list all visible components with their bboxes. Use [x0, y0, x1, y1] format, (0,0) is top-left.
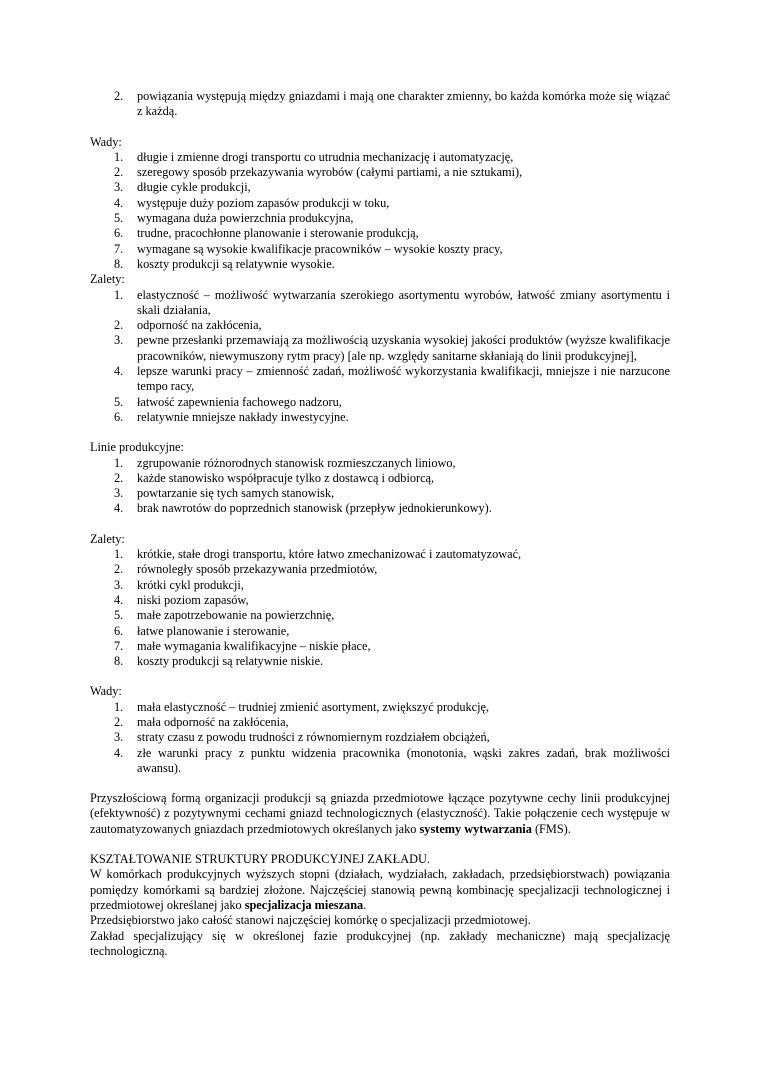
list-item	[90, 288, 670, 319]
list-item	[90, 715, 670, 730]
list-number: 3.	[114, 180, 124, 195]
list-text: krótki cykl produkcji,	[137, 577, 244, 592]
list-item	[90, 501, 670, 516]
list-number: 3.	[114, 333, 124, 348]
list-text: relatywnie mniejsze nakłady inwestycyjne.	[137, 409, 349, 424]
list-text: koszty produkcji są relatywnie niskie.	[137, 654, 324, 669]
list-text: mała odporność na zakłócenia,	[137, 714, 289, 729]
list-number: 4.	[114, 501, 124, 516]
list-number: 1.	[114, 455, 124, 470]
list-number: 8.	[114, 654, 124, 669]
list-text: złe warunki pracy z punktu widzenia pracownika (monotonia, wąski zakres zadań, brak możliwości awansu).	[137, 745, 670, 775]
list-number: 3.	[114, 486, 124, 501]
list-number: 2.	[114, 470, 124, 485]
list-text: wymagana duża powierzchnia produkcyjna,	[137, 211, 354, 226]
list-number: 2.	[114, 318, 124, 333]
zalety-1-heading: Zalety:	[90, 272, 125, 287]
list-item	[90, 624, 670, 639]
list-text: powtarzanie się tych samych stanowisk,	[137, 486, 335, 501]
list-number: 3.	[114, 730, 124, 745]
paragraph-text: (FMS).	[531, 821, 571, 836]
list-number: 2.	[114, 714, 124, 729]
list-item	[90, 226, 670, 241]
list-text: odporność na zakłócenia,	[137, 318, 262, 333]
list-item	[90, 242, 670, 257]
list-number: 1.	[114, 547, 124, 562]
zalety-1-list	[90, 288, 670, 426]
list-number: 2.	[114, 89, 124, 103]
list-text: pewne przesłanki przemawiają za możliwością uzyskania wysokiej jakości produktów (wyższe kwalifikacje pracowników, niewymuszony rytm pracy) [ale np. względy sanitarne skłaniają do linii produkcyjnej],	[137, 333, 670, 363]
intro-list	[90, 89, 670, 120]
list-number: 2.	[114, 165, 124, 180]
wady-2-heading: Wady:	[90, 684, 122, 699]
list-item	[90, 333, 670, 364]
list-number: 6.	[114, 623, 124, 638]
list-text: koszty produkcji są relatywnie wysokie.	[137, 256, 335, 271]
list-item	[90, 211, 670, 226]
bold-term: specjalizacja mieszana	[244, 897, 364, 912]
list-item	[90, 608, 670, 623]
list-text: łatwość zapewnienia fachowego nadzoru,	[137, 394, 342, 409]
list-text: małe wymagania kwalifikacyjne – niskie płace,	[137, 638, 371, 653]
list-item	[90, 578, 670, 593]
list-item	[90, 257, 670, 272]
list-text: występuje duży poziom zapasów produkcji w toku,	[137, 195, 390, 210]
list-number: 5.	[114, 211, 124, 226]
list-number: 1.	[114, 699, 124, 714]
list-text: trudne, pracochłonne planowanie i sterowanie produkcją,	[137, 226, 419, 241]
document-page	[90, 89, 670, 959]
list-text: wymagane są wysokie kwalifikacje pracowników – wysokie koszty pracy,	[137, 241, 503, 256]
list-text: równoległy sposób przekazywania przedmiotów,	[137, 562, 378, 577]
list-number: 5.	[114, 608, 124, 623]
list-text: szeregowy sposób przekazywania wyrobów (całymi partiami, a nie sztukami),	[137, 165, 523, 180]
list-number: 6.	[114, 226, 124, 241]
list-text: powiązania występują między gniazdami i mają one charakter zmienny, bo każda komórka może się wiązać z każdą.	[137, 89, 670, 119]
list-item	[90, 700, 670, 715]
paragraph-fms	[90, 791, 670, 837]
list-text: straty czasu z powodu trudności z równomiernym rozdziałem obciążeń,	[137, 730, 490, 745]
list-item	[90, 486, 670, 501]
paragraph-przedsiebiorstwo: Przedsiębiorstwo jako całość stanowi najczęściej komórkę o specjalizacji przedmiotowej.	[90, 913, 531, 928]
list-text: łatwe planowanie i sterowanie,	[137, 623, 290, 638]
list-item	[90, 547, 670, 562]
list-text: każde stanowisko współpracuje tylko z dostawcą i odbiorcą,	[137, 470, 435, 485]
list-item	[90, 730, 670, 745]
list-item	[90, 639, 670, 654]
paragraph-text: .	[363, 897, 367, 912]
paragraph-text: Przyszłościową formą organizacji produkcji są gniazda przedmiotowe łączące pozytywne cechy linii produkcyjnej (efektywność) z pozytywnymi cechami gniazd technologicznych (elastyczność). Takie połączenie cech występuje w zautomatyzowanych gniazdach przedmiotowych określanych jako	[90, 791, 670, 836]
list-item	[90, 456, 670, 471]
list-item	[90, 318, 670, 333]
list-item	[90, 150, 670, 165]
list-item	[90, 165, 670, 180]
list-number: 8.	[114, 256, 124, 271]
list-item	[90, 395, 670, 410]
list-item	[90, 593, 670, 608]
paragraph-zaklad: Zakład specjalizujący się w określonej fazie produkcyjnej (np. zakłady mechaniczne) mają specjalizację technologiczną.	[90, 928, 670, 958]
list-item	[90, 471, 670, 486]
list-item	[90, 654, 670, 669]
list-number: 4.	[114, 195, 124, 210]
wady-1-heading: Wady:	[90, 134, 122, 149]
list-number: 4.	[114, 592, 124, 607]
list-number: 5.	[114, 394, 124, 409]
paragraph-mieszana	[90, 867, 670, 913]
list-text: lepsze warunki pracy – zmienność zadań, możliwość wykorzystania kwalifikacji, mniejsze i nie narzucone tempo racy,	[137, 364, 670, 394]
list-text: zgrupowanie różnorodnych stanowisk rozmieszczanych liniowo,	[137, 455, 456, 470]
zalety-2-heading: Zalety:	[90, 531, 125, 546]
wady-1-list	[90, 150, 670, 272]
list-text: brak nawrotów do poprzednich stanowisk (przepływ jednokierunkowy).	[137, 501, 492, 516]
list-number: 7.	[114, 638, 124, 653]
list-number: 2.	[114, 562, 124, 577]
list-number: 4.	[114, 745, 124, 760]
list-number: 7.	[114, 241, 124, 256]
list-number: 6.	[114, 409, 124, 424]
list-number: 1.	[114, 149, 124, 164]
list-item	[90, 562, 670, 577]
list-number: 4.	[114, 364, 124, 379]
list-item	[90, 364, 670, 395]
list-text: elastyczność – możliwość wytwarzania szerokiego asortymentu wyrobów, łatwość zmiany asortymentu i skali działania,	[137, 287, 670, 317]
linie-list	[90, 456, 670, 517]
list-text: długie cykle produkcji,	[137, 180, 251, 195]
list-text: niski poziom zapasów,	[137, 592, 249, 607]
linie-heading: Linie produkcyjne:	[90, 440, 184, 455]
paragraph-text: W komórkach produkcyjnych wyższych stopni (działach, wydziałach, zakładach, przedsiębiorstwach) powiązania pomiędzy komórkami są bardziej złożone. Najczęściej stanowią pewną kombinację specjalizacji technologicznej i przedmiotowej określanej jako	[90, 867, 670, 912]
wady-2-list	[90, 700, 670, 776]
zalety-2-list	[90, 547, 670, 669]
list-item	[90, 89, 670, 120]
list-item	[90, 410, 670, 425]
list-item	[90, 180, 670, 195]
bold-term: systemy wytwarzania	[419, 821, 532, 836]
list-item	[90, 196, 670, 211]
list-text: małe zapotrzebowanie na powierzchnię,	[137, 608, 335, 623]
list-item	[90, 746, 670, 777]
list-number: 1.	[114, 287, 124, 302]
list-text: mała elastyczność – trudniej zmienić asortyment, zwiększyć produkcję,	[137, 699, 490, 714]
list-number: 3.	[114, 577, 124, 592]
list-text: długie i zmienne drogi transportu co utrudnia mechanizację i automatyzację,	[137, 149, 514, 164]
section-heading: KSZTAŁTOWANIE STRUKTURY PRODUKCYJNEJ ZAKŁADU.	[90, 852, 430, 867]
list-text: krótkie, stałe drogi transportu, które łatwo zmechanizować i zautomatyzować,	[137, 547, 522, 562]
